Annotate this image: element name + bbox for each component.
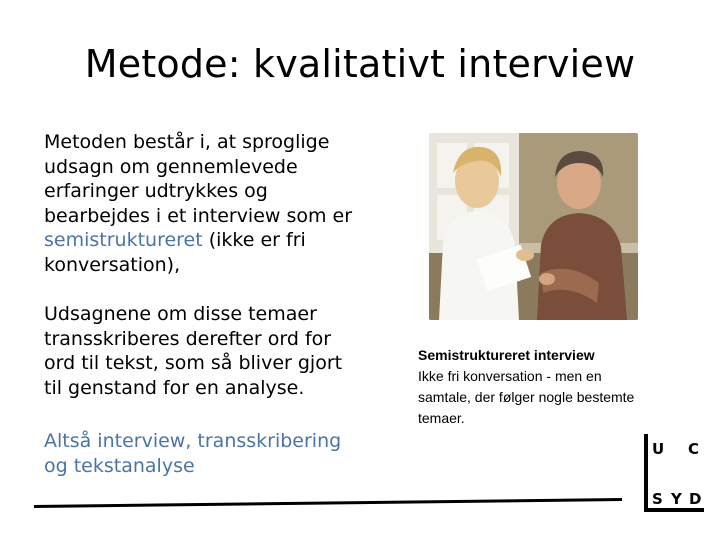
paragraph-method (44, 130, 364, 277)
ucsyd-logo (644, 434, 704, 516)
interview-photo (429, 133, 638, 320)
caption-title: Semistruktureret interview (418, 347, 595, 363)
paragraph-summary: Altså interview, transskribering og tekstanalyse (44, 430, 342, 477)
paragraph-method-text-end: (ikke er fri konversation), (44, 229, 306, 276)
paragraph-transcription: Udsagnene om disse temaer transskriberes derefter ord for ord til tekst, som så bliver gjort til genstand for en analyse. (44, 303, 343, 399)
interview-photo-illustration (429, 133, 638, 320)
highlight-semistructured: semistruktureret (44, 229, 203, 251)
logo-letter: D (689, 490, 702, 508)
logo-letter: S (652, 490, 663, 508)
logo-letter: Y (671, 490, 682, 508)
logo-frame-left (644, 434, 648, 512)
logo-frame-bottom (644, 508, 704, 512)
logo-letter: U (652, 440, 665, 458)
photo-caption (418, 345, 658, 429)
caption-text: Ikke fri konversation - men en samtale, der følger nogle bestemte temaer. (418, 368, 635, 426)
slide-title: Metode: kvalitativt interview (84, 42, 636, 86)
paragraph-method-text: Metoden består i, at sproglige udsagn om gennemlevede erfaringer udtrykkes og bearbejdes i et interview som er (44, 131, 353, 227)
bottom-rule (34, 495, 622, 509)
logo-letter: C (688, 440, 700, 458)
